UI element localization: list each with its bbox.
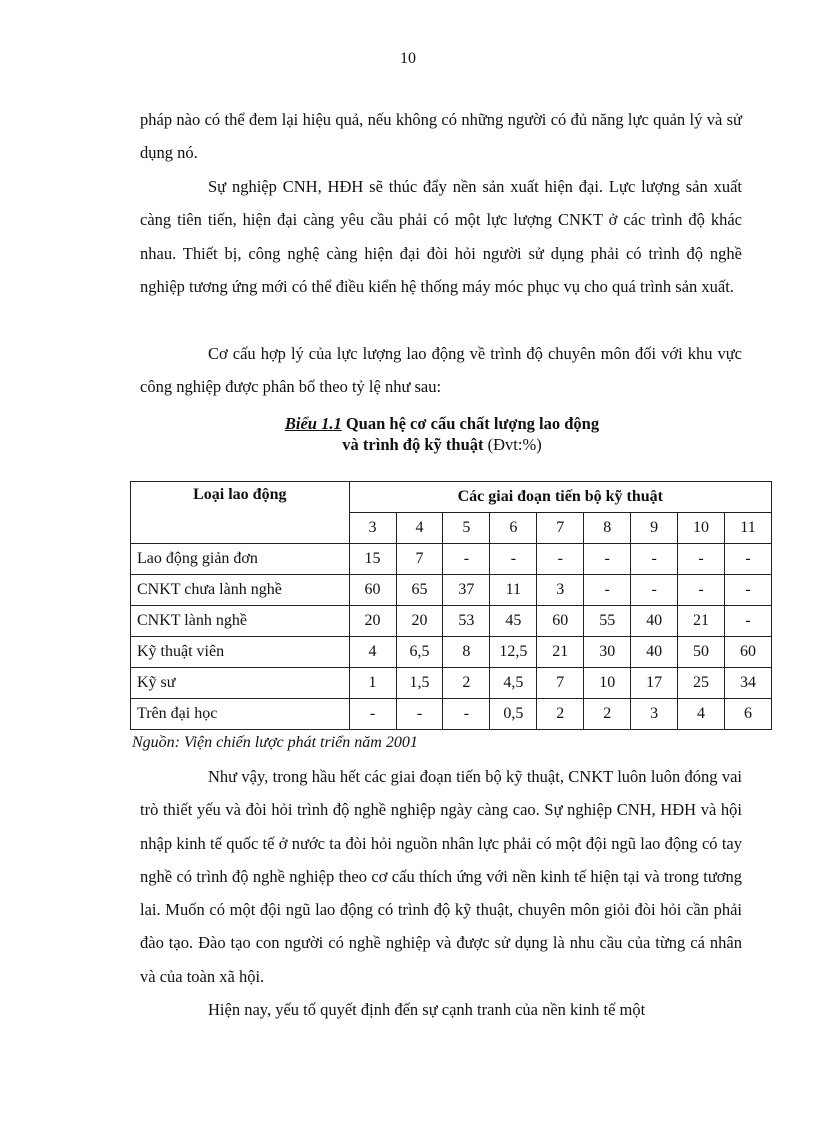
value-cell: 21 xyxy=(537,637,584,668)
header-stages: Các giai đoạn tiến bộ kỹ thuật xyxy=(349,482,771,513)
table-row xyxy=(131,637,772,668)
value-cell: 8 xyxy=(443,637,490,668)
header-labor-type: Loại lao động xyxy=(131,482,350,544)
value-cell: 1 xyxy=(349,668,396,699)
labor-type-cell: Kỹ thuật viên xyxy=(131,637,350,668)
value-cell: 11 xyxy=(490,575,537,606)
value-cell: 60 xyxy=(537,606,584,637)
value-cell: - xyxy=(631,575,678,606)
value-cell: 60 xyxy=(349,575,396,606)
value-cell: 17 xyxy=(631,668,678,699)
value-cell: - xyxy=(678,544,725,575)
labor-type-cell: Kỹ sư xyxy=(131,668,350,699)
caption-line-2 xyxy=(0,434,816,455)
table-body xyxy=(131,544,772,730)
value-cell: 6 xyxy=(725,699,772,730)
table-row xyxy=(131,544,772,575)
value-cell: - xyxy=(443,699,490,730)
value-cell: 40 xyxy=(631,606,678,637)
value-cell: 20 xyxy=(396,606,443,637)
table-row xyxy=(131,668,772,699)
value-cell: - xyxy=(537,544,584,575)
value-cell: 53 xyxy=(443,606,490,637)
stage-number: 6 xyxy=(490,513,537,544)
table-row xyxy=(131,575,772,606)
value-cell: - xyxy=(443,544,490,575)
stage-number: 9 xyxy=(631,513,678,544)
value-cell: 0,5 xyxy=(490,699,537,730)
value-cell: 3 xyxy=(537,575,584,606)
value-cell: 15 xyxy=(349,544,396,575)
value-cell: - xyxy=(584,575,631,606)
value-cell: 65 xyxy=(396,575,443,606)
stage-number: 3 xyxy=(349,513,396,544)
value-cell: 4 xyxy=(349,637,396,668)
value-cell: 4,5 xyxy=(490,668,537,699)
stage-number: 8 xyxy=(584,513,631,544)
paragraph-industrialization: Sự nghiệp CNH, HĐH sẽ thúc đẩy nền sản xuất hiện đại. Lực lượng sản xuất càng tiên tiến, hiện đại càng yêu cầu phải có một lực lượng CNKT ở các trình độ khác nhau. Thiết bị, công nghệ càng hiện đại đòi hỏi người sử dụng phải có trình độ nghề nghiệp tương ứng mới có thể điều kiển hệ thống máy móc phục vụ cho quá trình sản xuất. xyxy=(140,177,742,296)
paragraph-continuation: pháp nào có thể đem lại hiệu quả, nếu không có những người có đủ năng lực quản lý và sử dụng nó. xyxy=(140,110,742,163)
labor-type-cell: Trên đại học xyxy=(131,699,350,730)
paragraph-conclusion: Như vậy, trong hầu hết các giai đoạn tiến bộ kỹ thuật, CNKT luôn luôn đóng vai trò thiết yếu và đòi hỏi trình độ nghề nghiệp ngày càng cao. Sự nghiệp CNH, HĐH và hội nhập kinh tế quốc tế ở nước ta đòi hỏi nguồn nhân lực phải có một đội ngũ lao động có tay nghề có trình độ nghề nghiệp theo cơ cấu thích ứng với nền kinh tế hiện tại và trong tương lai. Muốn có một đội ngũ lao động có trình độ kỹ thuật, chuyên môn giỏi đòi hỏi cần phải đào tạo. Đào tạo con người có nghề nghiệp và được sử dụng là nhu cầu của từng cá nhân và của toàn xã hội. xyxy=(140,767,742,986)
stage-number: 10 xyxy=(678,513,725,544)
caption-subtitle: và trình độ kỹ thuật xyxy=(342,435,484,454)
paragraph-competition: Hiện nay, yếu tố quyết định đến sự cạnh tranh của nền kinh tế một xyxy=(208,1000,646,1019)
stage-number: 11 xyxy=(725,513,772,544)
table-caption xyxy=(0,413,816,455)
value-cell: 3 xyxy=(631,699,678,730)
value-cell: - xyxy=(490,544,537,575)
value-cell: - xyxy=(725,606,772,637)
value-cell: 40 xyxy=(631,637,678,668)
value-cell: - xyxy=(725,544,772,575)
labor-type-cell: CNKT chưa lành nghề xyxy=(131,575,350,606)
caption-line-1 xyxy=(0,413,816,434)
stage-number: 5 xyxy=(443,513,490,544)
value-cell: 6,5 xyxy=(396,637,443,668)
value-cell: 30 xyxy=(584,637,631,668)
table-row xyxy=(131,699,772,730)
value-cell: 25 xyxy=(678,668,725,699)
table-header-row xyxy=(131,482,772,513)
value-cell: 10 xyxy=(584,668,631,699)
caption-unit: (Đvt:%) xyxy=(487,435,542,454)
value-cell: 7 xyxy=(537,668,584,699)
value-cell: - xyxy=(631,544,678,575)
value-cell: 37 xyxy=(443,575,490,606)
value-cell: 2 xyxy=(584,699,631,730)
value-cell: 60 xyxy=(725,637,772,668)
stage-number: 7 xyxy=(537,513,584,544)
labor-structure-table xyxy=(130,481,772,730)
caption-title: Quan hệ cơ cấu chất lượng lao động xyxy=(345,414,600,433)
paragraph-structure-intro: Cơ cấu hợp lý của lực lượng lao động về trình độ chuyên môn đối với khu vực công nghiệp được phân bố theo tỷ lệ như sau: xyxy=(140,344,742,397)
value-cell: - xyxy=(725,575,772,606)
value-cell: - xyxy=(584,544,631,575)
stage-number: 4 xyxy=(396,513,443,544)
value-cell: - xyxy=(678,575,725,606)
value-cell: - xyxy=(349,699,396,730)
value-cell: 50 xyxy=(678,637,725,668)
source-note: Nguồn: Viện chiến lược phát triển năm 2001 xyxy=(132,734,418,751)
value-cell: 45 xyxy=(490,606,537,637)
page-number: 10 xyxy=(400,50,416,67)
value-cell: 4 xyxy=(678,699,725,730)
value-cell: 12,5 xyxy=(490,637,537,668)
value-cell: 2 xyxy=(537,699,584,730)
value-cell: 55 xyxy=(584,606,631,637)
value-cell: 1,5 xyxy=(396,668,443,699)
caption-label: Biểu 1.1 xyxy=(284,414,342,433)
labor-type-cell: CNKT lành nghề xyxy=(131,606,350,637)
value-cell: 2 xyxy=(443,668,490,699)
table-row xyxy=(131,606,772,637)
value-cell: 20 xyxy=(349,606,396,637)
value-cell: 7 xyxy=(396,544,443,575)
value-cell: 34 xyxy=(725,668,772,699)
labor-type-cell: Lao động giản đơn xyxy=(131,544,350,575)
value-cell: 21 xyxy=(678,606,725,637)
value-cell: - xyxy=(396,699,443,730)
